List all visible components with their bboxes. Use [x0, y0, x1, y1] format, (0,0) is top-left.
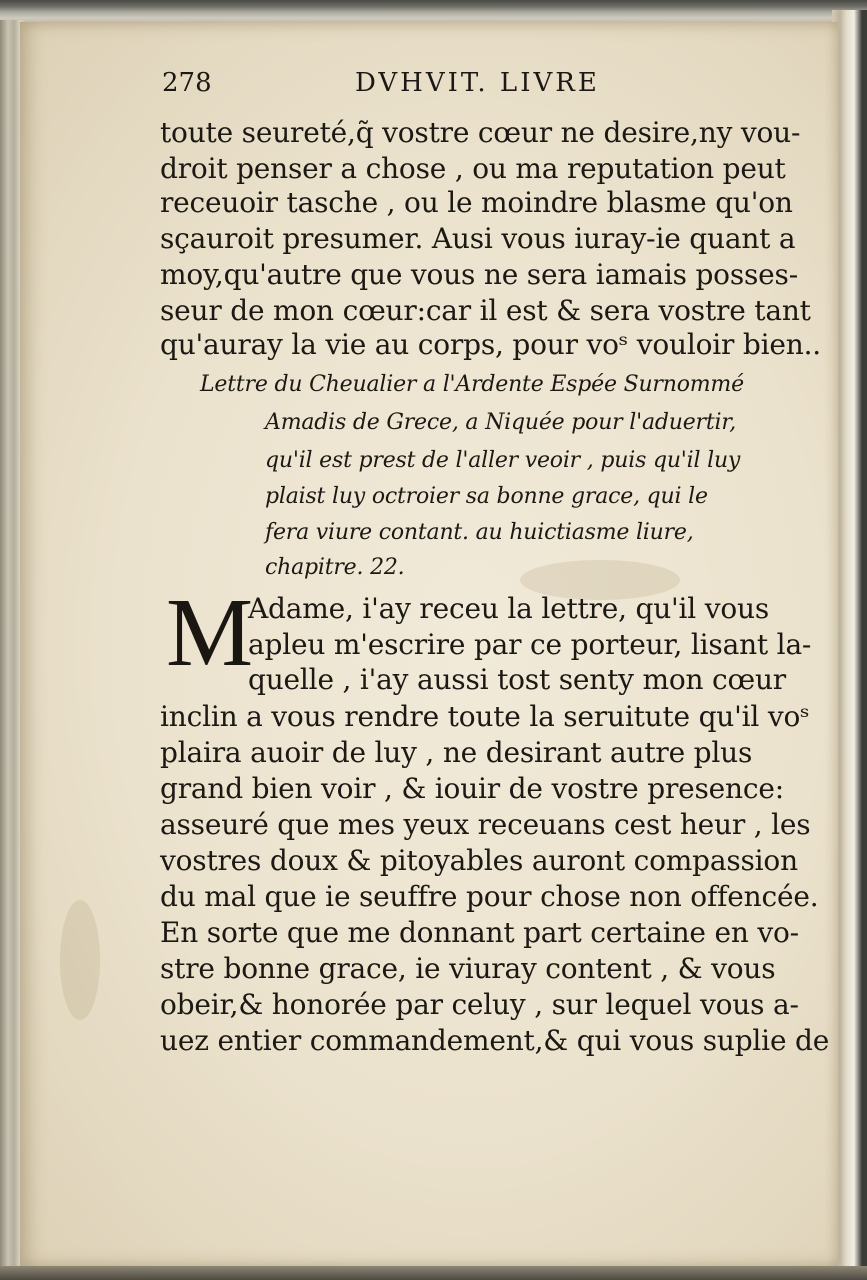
heading-line: plaist luy octroier sa bonne grace, qui le [265, 484, 708, 509]
text-line: inclin a vous rendre toute la seruitute qu'il voˢ [160, 700, 810, 733]
book-bottom-edge [0, 1266, 867, 1280]
heading-line: chapitre. 22. [265, 555, 405, 580]
page-number: 278 [162, 68, 212, 98]
heading-line: fera viure contant. au huictiasme liure, [265, 520, 694, 545]
text-line: quelle , i'ay aussi tost senty mon cœur [248, 663, 786, 696]
text-line: droit penser a chose , ou ma reputation peut [160, 152, 786, 185]
text-line: asseuré que mes yeux receuans cest heur , les [160, 808, 811, 841]
running-title: DVHVIT. LIVRE [355, 68, 600, 98]
text-line: apleu m'escrire par ce porteur, lisant la- [248, 628, 812, 661]
text-line: seur de mon cœur:car il est & sera vostre tant [160, 294, 811, 327]
text-line: moy,qu'autre que vous ne sera iamais posses- [160, 258, 798, 291]
heading-line: Lettre du Cheualier a l'Ardente Espée Surnommé [200, 372, 744, 397]
heading-line: qu'il est prest de l'aller veoir , puis qu'il luy [265, 448, 741, 473]
text-line: stre bonne grace, ie viuray content , & vous [160, 952, 776, 985]
drop-cap: M [166, 579, 254, 687]
text-line: uez entier commandement,& qui vous suplie de [160, 1024, 830, 1057]
text-line: obeir,& honorée par celuy , sur lequel vous a- [160, 988, 799, 1021]
text-line: En sorte que me donnant part certaine en vo- [160, 916, 799, 949]
text-line: vostres doux & pitoyables auront compassion [160, 844, 798, 877]
heading-line: Amadis de Grece, a Niquée pour l'aduertir, [265, 410, 737, 435]
text-line: grand bien voir , & iouir de vostre presence: [160, 772, 784, 805]
text-line: sçauroit presumer. Ausi vous iuray-ie quant a [160, 222, 796, 255]
text-line: Adame, i'ay receu la lettre, qu'il vous [248, 592, 770, 625]
text-line: qu'auray la vie au corps, pour voˢ vouloir bien.. [160, 328, 821, 361]
text-line: du mal que ie seuffre pour chose non offencée. [160, 880, 819, 913]
text-line: plaira auoir de luy , ne desirant autre plus [160, 736, 753, 769]
paper-stain [60, 900, 100, 1020]
text-line: toute seureté,q̃ vostre cœur ne desire,ny vou- [160, 116, 801, 149]
text-line: receuoir tasche , ou le moindre blasme qu'on [160, 186, 793, 219]
